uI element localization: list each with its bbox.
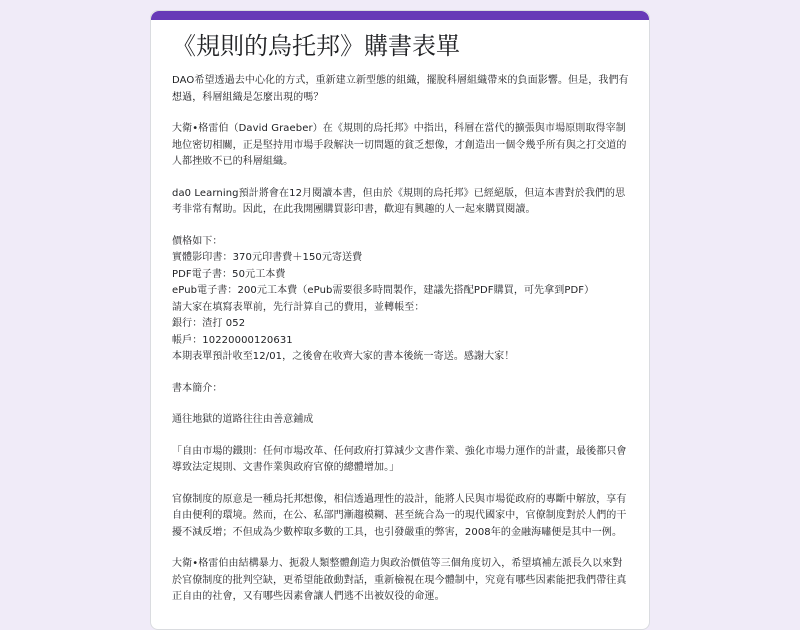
description-paragraph: 帳戶：10220000120631 [172, 334, 293, 346]
description-spacer [172, 397, 632, 412]
form-header-card [150, 10, 650, 630]
description-spacer [172, 106, 632, 121]
form-header-content [172, 31, 632, 606]
description-paragraph: 請大家在填寫表單前，先行計算自己的費用，並轉帳至： [172, 301, 425, 313]
description-spacer [172, 366, 632, 381]
description-paragraph: 書本簡介： [172, 382, 223, 394]
description-paragraph: 價格如下： [172, 235, 223, 247]
description-paragraph: 官僚制度的原意是一種烏托邦想像，相信透過理性的設計，能將人民與市場從政府的專斷中解放，享有自由便利的環境。然而，在公、私部門漸趨模糊、甚至統合為一的現代國家中，官僚制度對於人們的干擾不減反增；不但成為少數榨取多數的工具，也引發嚴重的弊害，2008年的金融海嘯便是其中一例。 [172, 493, 627, 538]
description-paragraph: PDF電子書：50元工本費 [172, 268, 286, 280]
description-paragraph: 本期表單預計收至12/01，之後會在收齊大家的書本後統一寄送。感謝大家！ [172, 351, 515, 362]
description-paragraph: da0 Learning預計將會在12月閱讀本書，但由於《規則的烏托邦》已經絕版，但這本書對於我們的思考非常有幫助。因此，在此我開團購買影印書，歡迎有興趣的人一起來購買閱讀。 [172, 187, 626, 215]
description-paragraph: 大衛•格雷伯（David Graeber）在《規則的烏托邦》中指出，科層在當代的擴張與市場原則取得宰制地位密切相關，正是堅持用市場手段解決一切問題的貧乏想像，才創造出一個令幾乎所有與之打交道的人都挫敗不已的科層組織。 [172, 123, 627, 167]
description-spacer [172, 541, 632, 556]
description-spacer [172, 477, 632, 492]
description-spacer [172, 219, 632, 234]
description-paragraph: 實體影印書：370元印書費＋150元寄送費 [172, 252, 363, 263]
description-paragraph: 大衛•格雷伯由結構暴力、扼殺人類整體創造力與政治價值等三個角度切入，希望填補左派長久以來對於官僚制度的批判空缺，更希望能啟動對話，重新檢視在現今體制中，究竟有哪些因素能把我們帶往真正自由的社會，又有哪些因素會讓人們逃不出被奴役的命運。 [172, 558, 627, 602]
description-paragraph: 銀行：渣打 052 [172, 318, 246, 329]
description-spacer [172, 429, 632, 444]
description-paragraph: 通往地獄的道路往往由善意鋪成 [172, 414, 314, 425]
form-title: 《規則的烏托邦》購書表單 [172, 32, 460, 60]
description-paragraph: 「自由市場的鐵則：任何市場改革、任何政府打算減少文書作業、強化市場力運作的計畫，最後都只會導致法定規則、文書作業與政府官僚的總體增加。」 [172, 445, 627, 473]
description-paragraph: DAO希望透過去中心化的方式，重新建立新型態的組織，擺脫科層組織帶來的負面影響。但是，我們有想過，科層組織是怎麼出現的嗎？ [172, 75, 629, 103]
form-description [172, 73, 632, 606]
description-paragraph: ePub電子書：200元工本費（ePub需要很多時間製作，建議先搭配PDF購買，可先拿到PDF） [172, 285, 595, 296]
form-accent-bar [151, 11, 649, 20]
description-spacer [172, 171, 632, 186]
